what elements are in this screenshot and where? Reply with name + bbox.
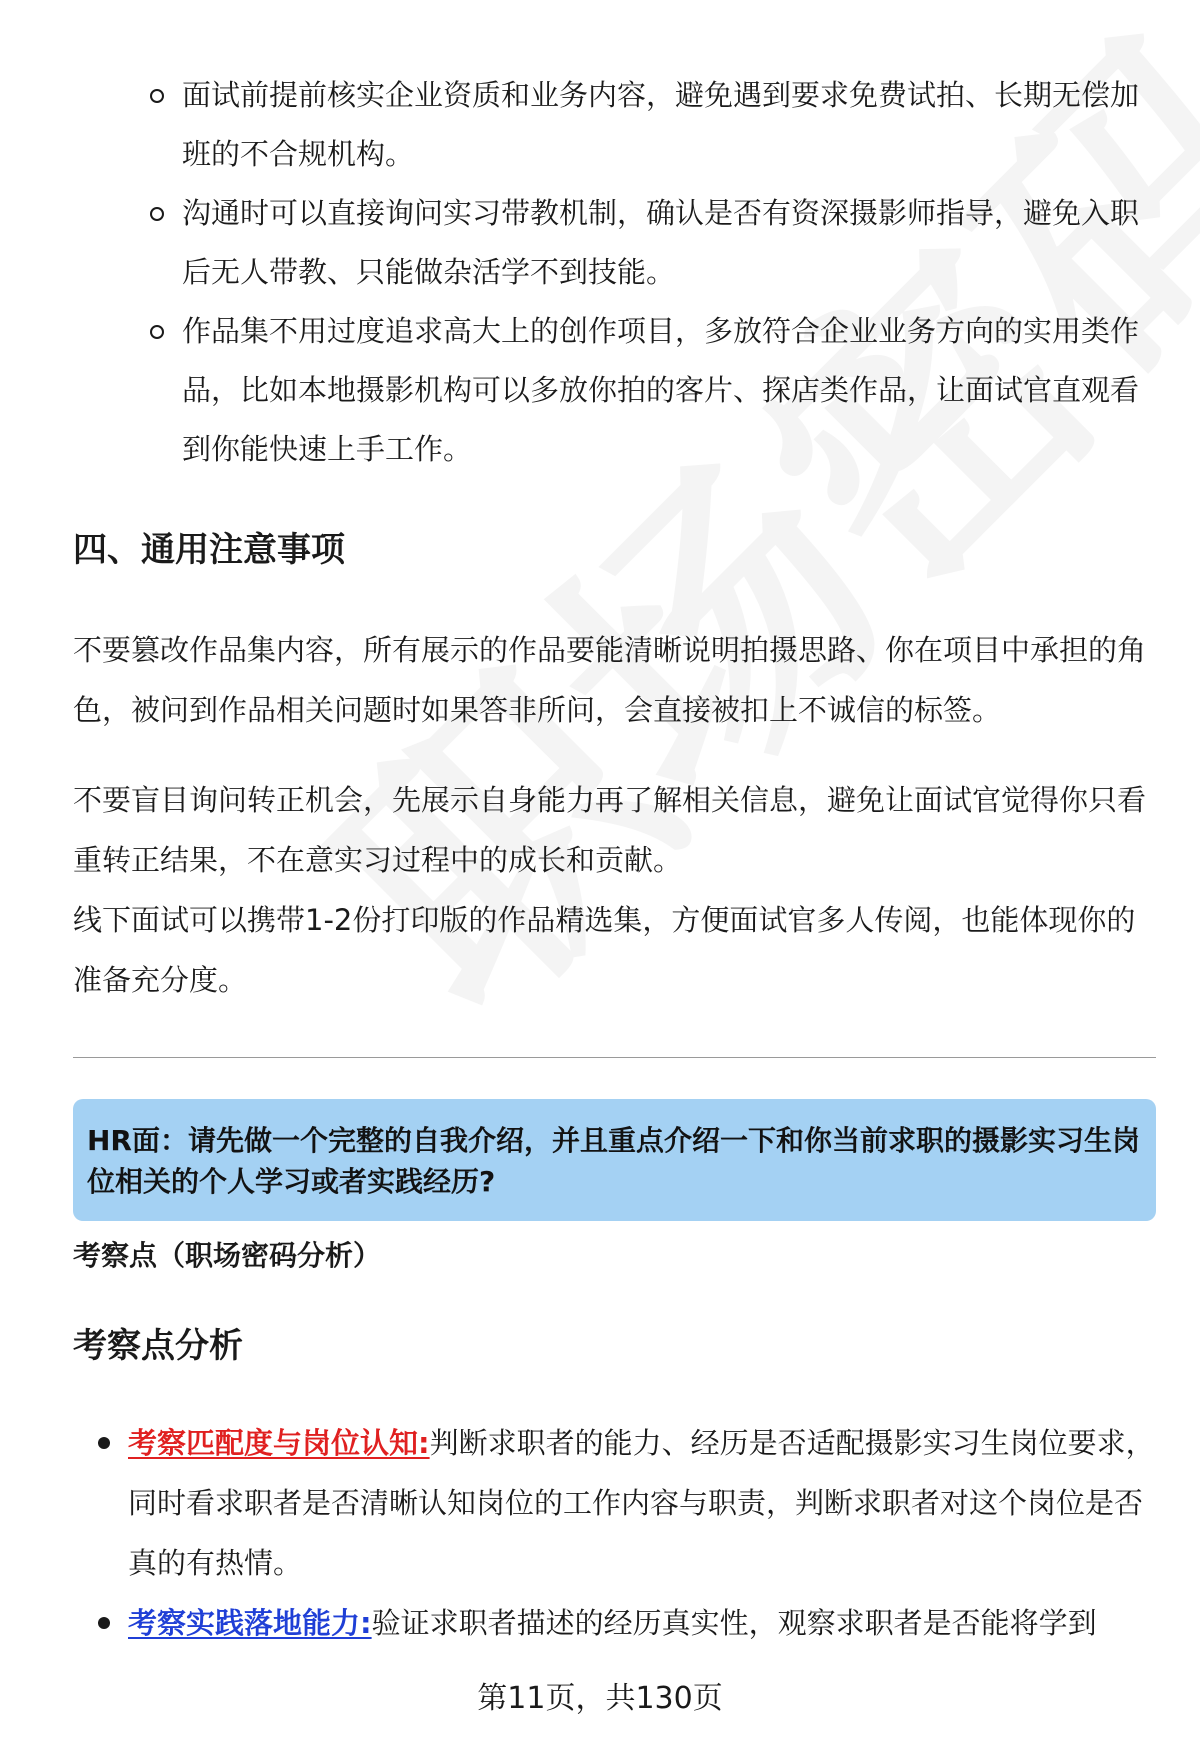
tip-text: 沟通时可以直接询问实习带教机制，确认是否有资深摄影师指导，避免入职后无人带教、只能做杂活学不到技能。 [182, 196, 1140, 289]
hollow-bullet-icon [150, 207, 164, 221]
page-number: 第11页，共130页 [477, 1681, 723, 1716]
hollow-bullet-icon [150, 89, 164, 103]
analysis-keyword: 考察匹配度与岗位认知: [128, 1426, 430, 1460]
analysis-text: 判断求职者的能力、经历是否适配摄影实习生岗位要求，同时看求职者是否清晰认知岗位的工作内容与职责，判断求职者对这个岗位是否真的有热情。 [128, 1426, 1155, 1580]
bullet-icon [98, 1437, 110, 1449]
paragraph: 不要盲目询问转正机会，先展示自身能力再了解相关信息，避免让面试官觉得你只看重转正结果，不在意实习过程中的成长和贡献。 [73, 783, 1147, 877]
list-item [150, 302, 1140, 479]
paragraph: 不要篡改作品集内容，所有展示的作品要能清晰说明拍摄思路、你在项目中承担的角色，被问到作品相关问题时如果答非所问，会直接被扣上不诚信的标签。 [73, 633, 1147, 727]
hollow-bullet-icon [150, 325, 164, 339]
analysis-list [95, 1413, 1155, 1653]
list-item [95, 1593, 1155, 1653]
question-text: HR面：请先做一个完整的自我介绍，并且重点介绍一下和你当前求职的摄影实习生岗位相关的个人学习或者实践经历? [87, 1124, 1140, 1198]
paragraph: 线下面试可以携带1-2份打印版的作品精选集，方便面试官多人传阅，也能体现你的准备充分度。 [73, 903, 1136, 997]
section-heading: 四、通用注意事项 [73, 530, 345, 570]
question-subtitle: 考察点（职场密码分析） [73, 1239, 382, 1272]
analysis-heading: 考察点分析 [73, 1326, 243, 1366]
list-item [150, 184, 1140, 302]
question-box [73, 1099, 1156, 1221]
analysis-keyword: 考察实践落地能力: [128, 1606, 372, 1640]
divider [73, 1057, 1156, 1058]
tips-list [150, 66, 1140, 479]
tip-text: 作品集不用过度追求高大上的创作项目，多放符合企业业务方向的实用类作品，比如本地摄影机构可以多放你拍的客片、探店类作品，让面试官直观看到你能快速上手工作。 [182, 314, 1140, 466]
bullet-icon [98, 1617, 110, 1629]
list-item [95, 1413, 1155, 1593]
analysis-text: 验证求职者描述的经历真实性，观察求职者是否能将学到 [371, 1606, 1097, 1640]
list-item [150, 66, 1140, 184]
tip-text: 面试前提前核实企业资质和业务内容，避免遇到要求免费试拍、长期无偿加班的不合规机构。 [182, 78, 1140, 171]
